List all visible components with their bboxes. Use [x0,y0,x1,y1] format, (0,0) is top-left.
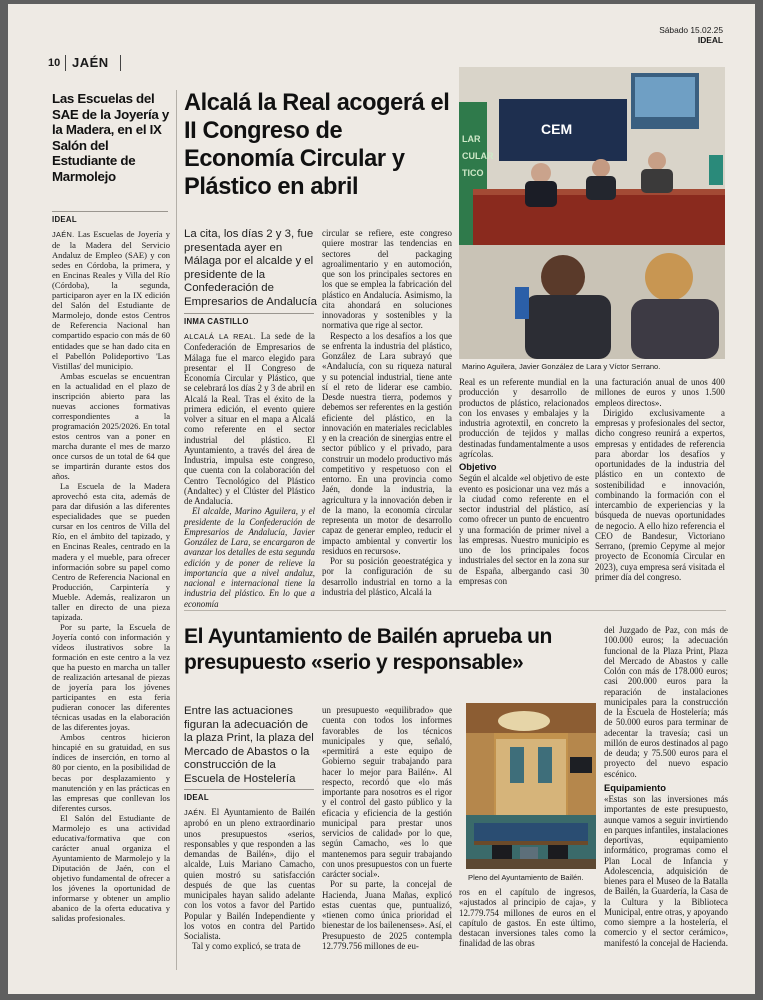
issue-date: Sábado 15.02.25 [659,25,723,35]
article1-headline: Alcalá la Real acogerá el II Congreso de Economía Circular y Plástico en abril [184,90,450,200]
article2-paragraph: «Estas son las inversiones más importantes de este presupuesto, aunque vamos a seguir invirtiendo en parques infantiles, instalaciones deportivas, equipamiento informático, programas como el Plan Local de Infancia y Adolescencia, adquisición de bienes para el Museo de la Batalla de Bailén, la Guardería, la Casa de la Cultura y la Biblioteca Municipal, entre otras, y apoyando como siempre a la hostelería, el comercio y el sector cerámico», manifestó la concejal de Hacienda. [604,794,728,948]
article2-paragraph: El Ayuntamiento de Bailén aprobó en un pleno extraordinario unos presupuestos «serios, responsables y que responden a las demandas de Bailén», dijo el alcalde, Luis Mariano Camacho, quien mostró su satisfacción después de que las cuentas municipales hayan salido adelante con los votos a favor del Partido Popular y Bailén Independiente y los votos en contra del Partido Socialista. [184,807,316,941]
sidebar-byline: IDEAL [52,215,77,224]
article2-paragraph: Por su parte, la concejal de Hacienda, Juana Mañas, explicó estas cuentas que, puntualizó, «tienen como única prioridad el bienestar de los bailenenses». Así, el Presupuesto de 2025 contempla 12.779.756 millones de eu- [322,879,452,951]
article1-photo [459,67,725,359]
article1-paragraph: Según el alcalde «el objetivo de este evento es posicionar una vez más a la ciudad como referente en el sector industrial del plástico, así como ofrecer un punto de encuentro y una formación de primer nivel a las empresas. Nuestro municipio es uno de los principales focos industriales del sector en la zona sur de España, albergando casi 30 empresas con [459,473,589,586]
article2-col3 [459,887,596,949]
article1-paragraph: una facturación anual de unos 400 millones de euros y unos 1.500 empleos directos». [595,377,725,408]
article1-paragraph: Real es un referente mundial en la producción y desarrollo de productos de plástico, relacionados con los envases y embalajes y la industria agrotextil, en concreto la producción de tejidos y mallas destinadas fundamentalmente a usos agrícolas. [459,377,589,459]
article2-subtitle: Entre las actuaciones figuran la adecuación de la plaza Print, la plaza del Mercado de Abastos o la construcción de la Escuela de Hostelería [184,705,314,785]
svg-text:TICO: TICO [462,168,484,178]
screen-logo: CEM [541,121,573,137]
sidebar-body [52,229,170,923]
sidebar-paragraph: Ambas escuelas se encuentran en la actualidad en el plazo de inscripción abierto para las nuevas acciones formativas correspondientes a la programación 2025/2026. En total estos centros van a poner en marcha durante el mes de marzo once cursos de un total de 64 que se impartirán durante estos dos años. [52,370,170,482]
article1-paragraph: Por su posición geoestratégica y por la configuración de su desarrollo industrial en torno a la industria del plástico, Alcalá la [322,556,452,597]
article2-photo [466,703,596,869]
article1-col1 [184,331,315,609]
article1-subtitle: La cita, los días 2 y 3, fue presentada ayer en Málaga por el alcalde y el presidente de la Confederación de Empresarios de Andalucía [184,228,317,308]
council-chamber-photo [466,703,596,869]
article1-col2 [322,228,452,597]
article2-headline: El Ayuntamiento de Bailén aprueba un presupuesto «serio y responsable» [184,625,552,674]
section-name: JAÉN [72,55,109,70]
page-number: 10 [48,57,61,69]
sidebar-paragraph: El Salón del Estudiante de Marmolejo es una actividad educativa/formativa que con carácter anual organiza el Ayuntamiento de Marmolejo y la Diputación de Jaén, con el objetivo fundamental de ofrecer a los jóvenes la oportunidad de informarse y obtener un amplio abanico de la oferta educativa y salidas profesionales. [52,812,170,924]
article1-subhead: Objetivo [459,461,497,472]
article2-subhead: Equipamiento [604,781,666,793]
article1-paragraph: El alcalde, Marino Aguilera, y el presidente de la Confederación de Empresarios de Andalucía, Javier González de Lara, se encargaron de avanzar los detalles de esta segunda edición y de poner de relieve la importancia que a nivel andaluz, nacional e internacional tiene la industria del plástico. En lo que a economía [184,506,315,609]
header-divider-2 [120,55,121,71]
article2-col1 [184,807,315,952]
article1-byline: INMA CASTILLO [184,317,249,326]
article2-rule [184,789,314,790]
article2-paragraph: del Juzgado de Paz, con más de 100.000 euros; la adecuación funcional de la Plaza Print, Plaza del Mercado de Abastos y calle Colón con más de 178.000 euros; casi 200.000 euros para la reparación de instalaciones municipales para la construcción de la Escuela de Hostelería; más de 50.000 euros para terminar de adecentar la travesía; casi un millón de euros destinados al pago de deuda; y 75.500 euros para el proyecto del nuevo espacio escénico. [604,625,728,779]
article2-byline: IDEAL [184,793,209,802]
article1-col3 [459,377,589,586]
sidebar-paragraph: Por su parte, la Escuela de Joyería contó con información y vídeos ilustrativos sobre la formación en este centro a la vez que ha puesto en marcha un taller de realización artesanal de piezas de joyería para los jóvenes participantes en esta feria pudieran conocer las diferentes técnicas usadas en la elaboración de las diferentes joyas. [52,621,170,733]
article1-photo-caption: Marino Aguilera, Javier González de Lara y Víctor Serrano. [462,362,661,371]
sidebar-lead: JAÉN. [52,230,75,239]
svg-text:LAR: LAR [462,134,481,144]
press-conference-photo [459,67,725,359]
article2-paragraph: ros en el capítulo de ingresos, «ajustados al principio de caja», y 12.779.754 millones de euros en el capítulo de gastos. En este último, destacan inversiones tales como la finalidad de las obras [459,887,596,949]
newspaper-page [8,4,755,994]
article1-col4 [595,377,725,582]
article1-lead: ALCALÁ LA REAL. [184,332,257,341]
article2-col4 [604,625,728,948]
article1-paragraph: circular se refiere, este congreso quiere mostrar las tendencias en sectores del packaging agroalimentario y en automoción, que son los principales sectores en los que se emplea la fabricación del plástico en Andalucía. Asimismo, la cita ahondará en soluciones innovadoras y sostenibles y la normativa que rige al sector. [322,228,452,331]
article2-photo-caption: Pleno del Ayuntamiento de Bailén. [468,873,584,882]
article2-paragraph: Tal y como explicó, se trata de [192,941,301,952]
article1-rule [184,313,314,314]
article1-paragraph: La sede de la Confederación de Empresarios de Málaga fue el marco elegido para presentar el II Congreso de Economía Circular y Plástico, que se celebrará los días 2 y 3 de abril en Alcalá la Real. Tras el éxito de la primera edición, el evento quiere volver a situar en el mapa a Alcalá como referente en el sector industrial del plástico. El Ayuntamiento, a través del área de Industria, impulsa este congreso, que cuenta con la colaboración del Centro Tecnológico del Plástico (Andaltec) y el Clúster del Plástico de Andalucía. [184,331,315,506]
sidebar-paragraph: La Escuela de la Madera aprovechó esta cita, además de para dar difusión a las diferentes especialidades que se pueden cursar en los centros de Villa del Río, en el ámbito del tapizado, y en Encinas Reales, centrado en la madera y el mueble, para ofrecer información sobre su papel como Centro de Referencia Nacional en Producción, Carpintería y Mueble. Además, realizaron un taller en directo de una pieza tapizada. [52,481,170,622]
article2-paragraph: un presupuesto «equilibrado» que cuenta con todos los informes favorables de los técnicos municipales y que, señaló, «permitirá a este equipo de Gobierno seguir trabajando para hacer lo mejor para Bailén». Al respecto, recordó que «lo más importante para nosotros es el rigor y el control del gasto público y la eficacia y eficiencia de la gestión municipal para prestar unos servicios de calidad» por lo que, según Camacho, «es lo que mantenemos para seguir trabajando con unos presupuestos con un fuerte carácter social». [322,705,452,879]
sidebar-headline: Las Escuelas del SAE de la Joyería y la Madera, en el IX Salón del Estudiante de Marmolejo [52,91,169,184]
article1-paragraph: Respecto a los desafíos a los que se enfrenta la industria del plástico, González de Lara subrayó que «Andalucía, con su riqueza natural y su potencial industrial, tiene ante sí el reto de liderar ese cambio. Desde nuestra tierra, podemos y debemos ser referentes en la gestión eficiente del plástico, en la innovación en materiales reciclables y en la creación de sinergias entre el sector público y el privado, para construir un modelo productivo más competitivo y respetuoso con el entorno. En una provincia como Jaén, donde la industria, la agricultura y la innovación deben ir de la mano, la economía circular representa un motor de desarrollo capaz de generar empleo, reducir el impacto ambiental y convertir los residuos en recursos». [322,330,452,556]
header-divider [65,55,66,71]
article1-paragraph: Dirigido exclusivamente a empresas y profesionales del sector, dicho congreso reunirá a expertos, empresas y entidades de referencia para abordar los desafíos y oportunidades de la industria del plástico en un contexto de sostenibilidad e innovación, combinando la formación con el intercambio de experiencias y la búsqueda de nuevas oportunidades de negocio. A ello hizo referencia el CEO de Bandesur, Victoriano Serrano, (premio Cepyme al mejor proyecto de Economía Circular en 2023), cuya empresa será visitada el primer día del congreso. [595,407,725,582]
article2-lead: JAÉN. [184,808,207,817]
sidebar-rule [52,211,168,212]
sidebar-paragraph: Las Escuelas de Joyería y de la Madera del Servicio Andaluz de Empleo (SAE) y con sedes en Córdoba, la primera, y en Encinas Reales y Villa del Río (Córdoba), la segunda, participaron ayer en la IX edición del Salón del Estudiante de Marmolejo, donde estos Centros de Referencia Nacional han compartido espacio con más de 60 entidades que se han dado cita en el Pabellón Polideportivo 'Las Vistillas' del municipio. [52,229,171,371]
paper-name: IDEAL [697,35,723,45]
article2-col2 [322,705,452,951]
sidebar-paragraph: Ambos centros hicieron hincapié en su gratuidad, en sus índices de inserción, en torno al 80 por ciento, en la posibilidad de becas por desplazamiento y manutención y en las prácticas en las empresas que conllevan los diferentes cursos. [52,732,170,813]
article-divider [184,610,726,611]
svg-text:CULAR: CULAR [462,151,494,161]
column-separator [176,90,177,970]
